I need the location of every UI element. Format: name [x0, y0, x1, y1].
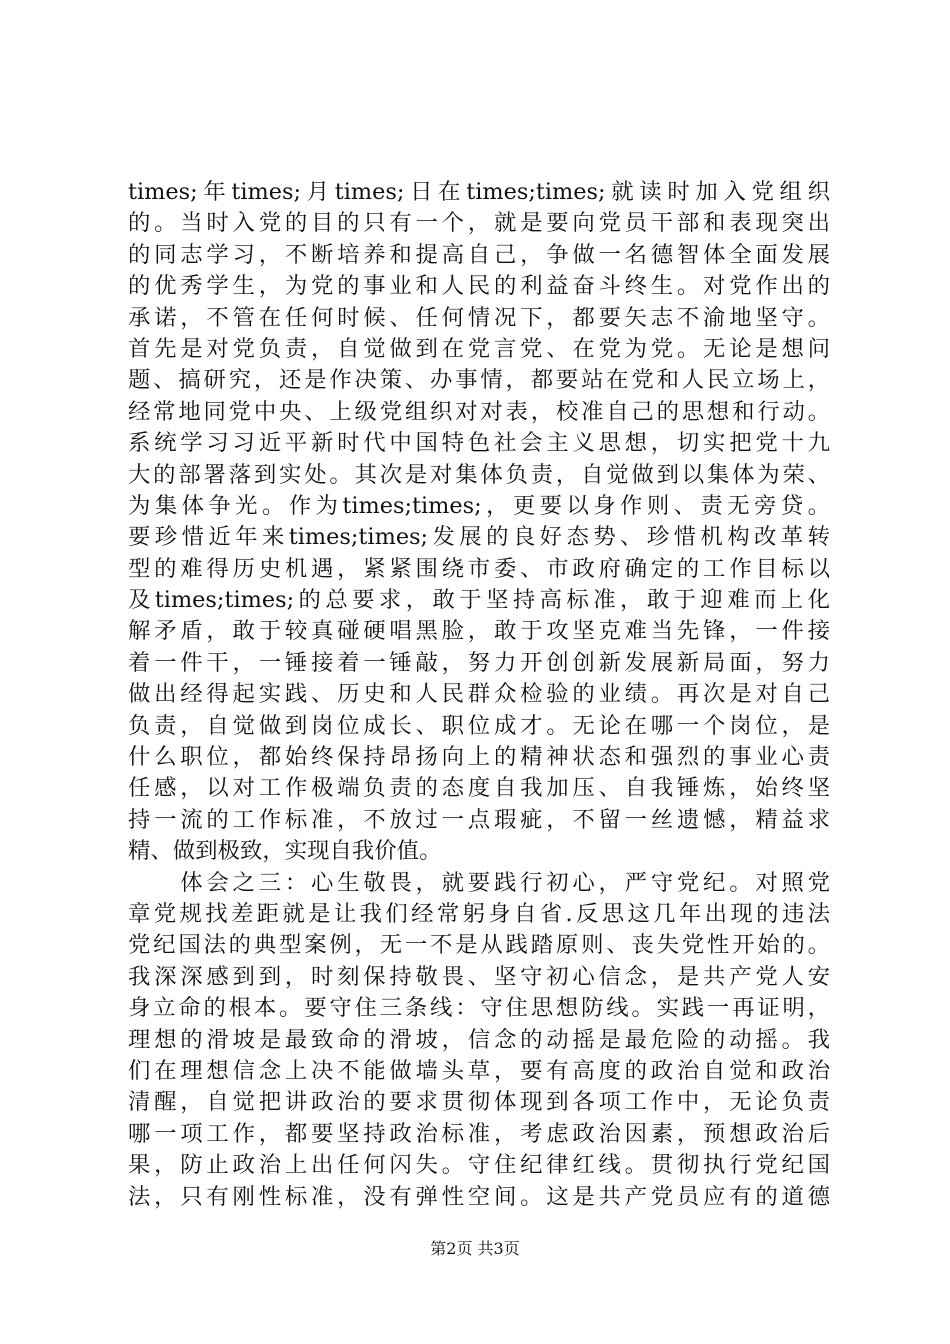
- text-line: 型的难得历史机遇，紧紧围绕市委、市政府确定的工作目标以: [128, 555, 830, 582]
- text-line: 为集体争光。作为times;times;，更要以身作则、责无旁贷。: [128, 492, 830, 519]
- text-line: 们在理想信念上决不能做墙头草，要有高度的政治自觉和政治: [128, 1057, 830, 1084]
- text-line: 理想的滑坡是最致命的滑坡，信念的动摇是最危险的动摇。我: [128, 1026, 830, 1053]
- text-line: 哪一项工作，都要坚持政治标准，考虑政治因素，预想政治后: [128, 1120, 830, 1147]
- text-line: 解矛盾，敢于较真碰硬唱黑脸，敢于攻坚克难当先锋，一件接: [128, 618, 830, 645]
- text-line: 首先是对党负责，自觉做到在党言党、在党为党。无论是想问: [128, 335, 830, 362]
- paragraph-end-line: 精、做到极致，实现自我价值。: [128, 838, 442, 865]
- text-line: 经常地同党中央、上级党组织对对表，校准自己的思想和行动。: [128, 398, 830, 425]
- text-line: 负责，自觉做到岗位成长、职位成才。无论在哪一个岗位，是: [128, 712, 830, 739]
- text-line: 要珍惜近年来times;times;发展的良好态势、珍惜机构改革转: [128, 524, 830, 551]
- page-number-footer: 第2页 共3页: [430, 1239, 520, 1258]
- text-line: 做出经得起实践、历史和人民群众检验的业绩。再次是对自己: [128, 681, 830, 708]
- text-line: 党纪国法的典型案例，无一不是从践踏原则、丧失党性开始的。: [128, 932, 830, 959]
- text-line: 果，防止政治上出任何闪失。守住纪律红线。贯彻执行党纪国: [128, 1152, 830, 1179]
- text-line: 章党规找差距就是让我们经常躬身自省.反思这几年出现的违法: [128, 900, 830, 927]
- text-line: 系统学习习近平新时代中国特色社会主义思想，切实把党十九: [128, 430, 830, 457]
- text-line: 的优秀学生，为党的事业和人民的利益奋斗终生。对党作出的: [128, 273, 830, 300]
- text-line: 任感，以对工作极端负责的态度自我加压、自我锤炼，始终坚: [128, 775, 830, 802]
- text-line: 承诺，不管在任何时候、任何情况下，都要矢志不渝地坚守。: [128, 304, 830, 331]
- text-line: 大的部署落到实处。其次是对集体负责，自觉做到以集体为荣、: [128, 461, 830, 488]
- document-body: [128, 177, 830, 1213]
- text-line: times;年times;月times;日在times;times;就读时加入党组织: [128, 179, 830, 205]
- text-line: 身立命的根本。要守住三条线：守住思想防线。实践一再证明，: [128, 995, 830, 1022]
- text-line: 着一件干，一锤接着一锤敲，努力开创创新发展新局面，努力: [128, 649, 830, 676]
- paragraph-start-line: 体会之三：心生敬畏，就要践行初心，严守党纪。对照党: [128, 869, 830, 896]
- text-line: 的同志学习，不断培养和提高自己，争做一名德智体全面发展: [128, 241, 830, 268]
- text-line: 法，只有刚性标准，没有弹性空间。这是共产党员应有的道德: [128, 1183, 830, 1210]
- text-line: 题、搞研究，还是作决策、办事情，都要站在党和人民立场上，: [128, 367, 830, 394]
- text-line: 持一流的工作标准，不放过一点瑕疵，不留一丝遗憾，精益求: [128, 806, 830, 833]
- text-line: 我深深感到到，时刻保持敬畏、坚守初心信念，是共产党人安: [128, 963, 830, 990]
- text-line: 及times;times;的总要求，敢于坚持高标准，敢于迎难而上化: [128, 587, 830, 614]
- text-line: 的。当时入党的目的只有一个，就是要向党员干部和表现突出: [128, 210, 830, 237]
- text-line: 清醒，自觉把讲政治的要求贯彻体现到各项工作中，无论负责: [128, 1089, 830, 1116]
- text-line: 什么职位，都始终保持昂扬向上的精神状态和强烈的事业心责: [128, 744, 830, 771]
